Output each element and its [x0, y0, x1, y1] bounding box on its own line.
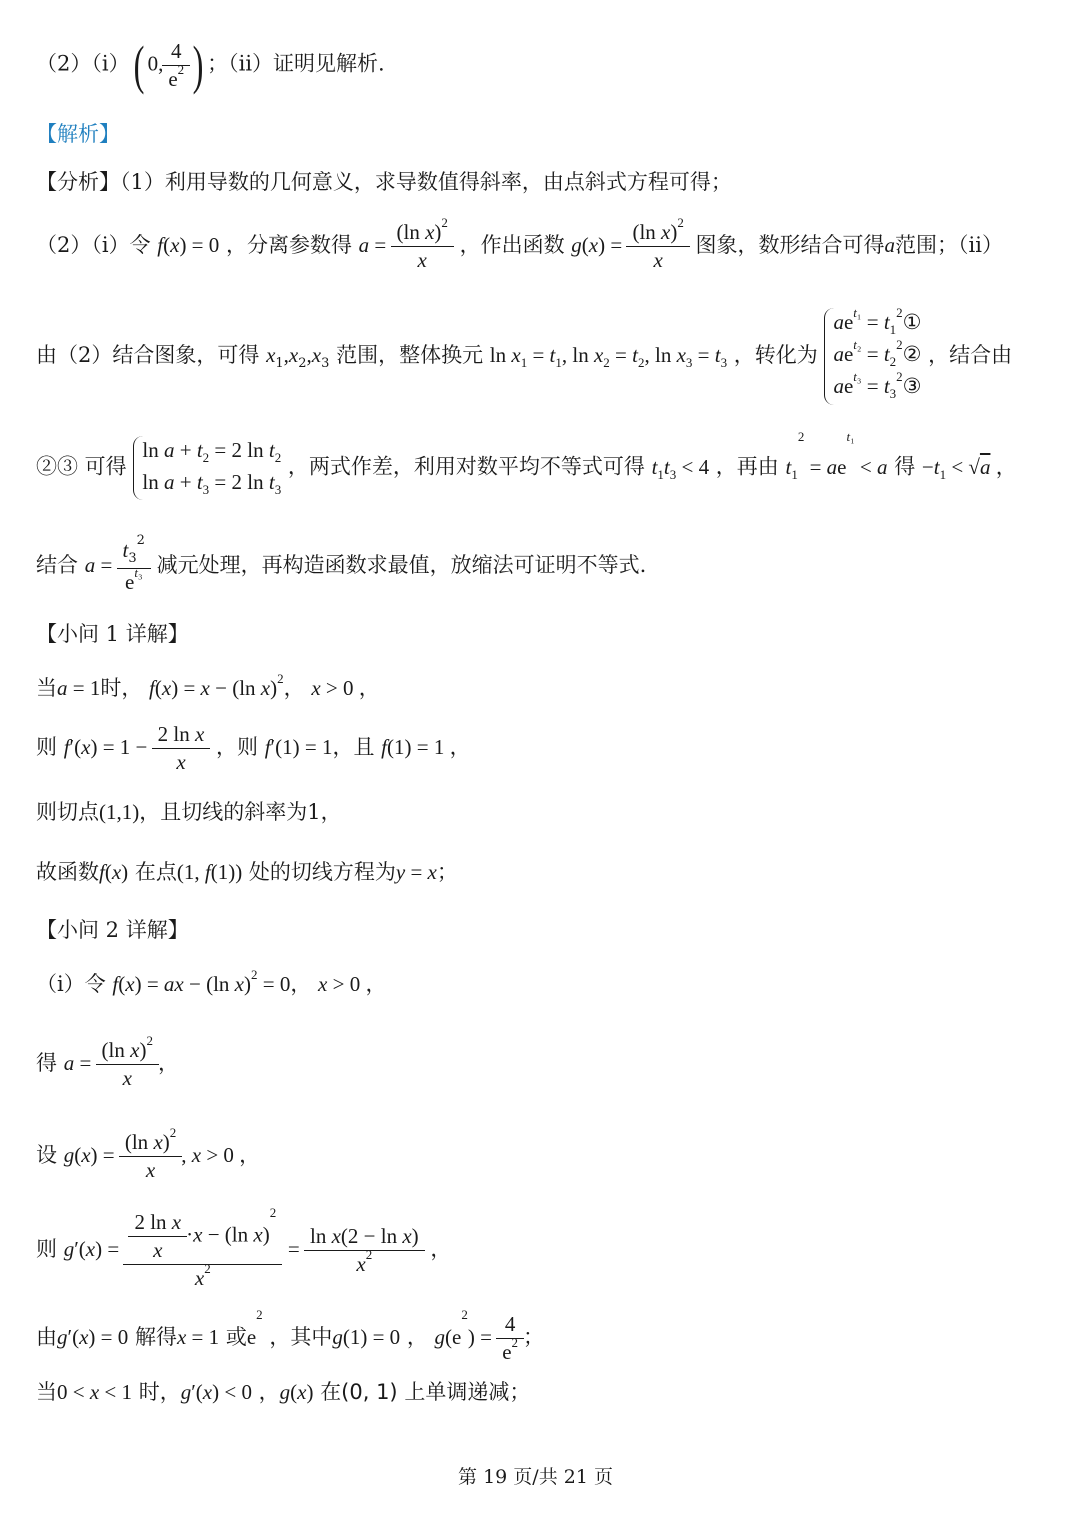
analysis-line-5: 结合 a = $\frac{t_3^2}{e^{t_3}}$ 减元处理，再构造函数求最值，放缩法可证明不等式. — [36, 533, 647, 595]
q2-line-1: （i）令 f(x) = ax − (ln x)$^2$ = 0， x > 0 ， — [36, 967, 387, 996]
equation-system-1: $ae^{t_1}$ = $t_1^2①$ $ae^{t_2}$ = $t_2^2②$ $ae^{t_3}$ = $t_3^2③$ — [824, 308, 921, 405]
q2-line-2: 得 a = $\frac{(\ln x)^2}{x}$ ， — [36, 1033, 179, 1090]
analysis-line-1: 【分析】（1）利用导数的几何意义，求导数值得斜率，由点斜式方程可得； — [36, 170, 732, 194]
answer-line: （2）（i）( 0, $\frac{4}{e^2}$ ) ；（ii）证明见解析. — [36, 35, 385, 95]
section-analysis-heading: 【解析】 — [36, 122, 120, 146]
q2-heading: 【小问 2 详解】 — [36, 918, 189, 942]
q1-heading: 【小问 1 详解】 — [36, 622, 189, 646]
equation-system-2: $\ln a + t_2 = 2$ $\ln t_2$ $\ln a + t_3 = 2$ $\ln t_3$ — [133, 436, 281, 500]
q2-line-4: 则 g′(x) = $\frac{\text{2 ln x}}{x}$ ·x − (ln x)$^2$ $x^2$ = $\frac{\text{ln x(2 − ln x)}}{x^2}$ ， — [36, 1205, 452, 1290]
q1-line-3: 则切点(1,1)，且切线的斜率为1， — [36, 800, 342, 824]
q1-line-1: 当a = 1时， f(x) = x − (ln x)$^2$， x > 0 ， — [36, 671, 380, 700]
q2-line-5: 由g′(x) = 0 解得x = 1 或$e^2$ ，其中g(1) = 0 ， $g(e^2)$ = $\frac{4}{e^2}$ ； — [36, 1307, 545, 1364]
q1-line-4: 故函数f(x) 在点(1, f(1)) 处的切线方程为y = x； — [36, 860, 458, 884]
page-footer: 第 19 页/共 21 页 — [458, 1466, 613, 1488]
analysis-line-4: ②③ 可得 $\ln a + t_2 = 2$ $\ln t_2$ $\ln a + t_3 = 2$ $\ln t_3$ ，两式作差，利用对数平均不等式可得 $t_1t_3 < 4$ ，再由 $t_1^2 = ae^{t_1} < a$ 得 $-t_1 < √a$ ， — [36, 436, 1017, 500]
q1-line-2: 则 f′(x) = 1 − $\frac{\text{2 ln x}}{x}$ ，则 f′(1) = 1，且 f(1) = 1 ， — [36, 722, 471, 774]
analysis-line-2: （2）（i）令 f(x) = 0 ，分离参数得 a = $\frac{(\ln x)^2}{x}$ ，作出函数 g(x) = $\frac{(\ln x)^2}{x}$ 图象，数形结合可得a范围；（ii） — [36, 215, 1003, 272]
q2-line-6: 当0 < x < 1 时，g′(x) < 0 ，g(x) 在(0, 1) 上单调递减； — [36, 1380, 531, 1404]
q2-line-3: 设 g(x) = $\frac{(\ln x)^2}{x}$ , x > 0 ， — [36, 1125, 261, 1182]
analysis-line-3: 由（2）结合图象，可得 $x_1,x_2,x_3$ 范围，整体换元 $\ln x_1 = t_1$, $\ln x_2 = t_2$, $\ln x_3 = t_3$ ，转化为 $ae^{t_1}$ = $t_1^2①$ $ae^{t_2}$ = $t_2^2②$ $ae^{t_3}$ = $t_3^2③$ ，结合由 — [36, 308, 1012, 405]
